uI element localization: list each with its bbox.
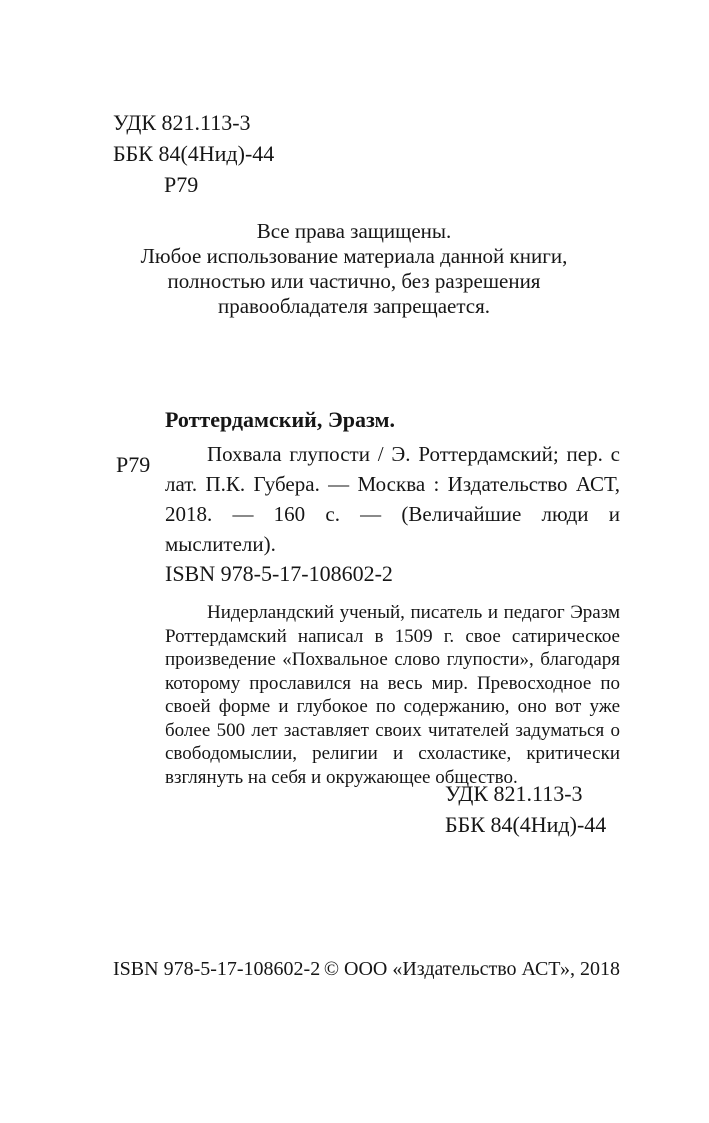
text-line: полностью или частично, без разрешения bbox=[167, 269, 541, 293]
imprint-row bbox=[113, 956, 620, 982]
udk-code: УДК 821.113-3 bbox=[113, 110, 251, 135]
isbn-footer: ISBN 978-5-17-108602-2 bbox=[113, 958, 321, 980]
text-line: Все права защищены. bbox=[256, 219, 452, 243]
card-isbn: ISBN 978-5-17-108602-2 bbox=[165, 561, 393, 586]
udk-code-footer: УДК 821.113-3 bbox=[445, 781, 583, 806]
author-sign: Р79 bbox=[164, 172, 199, 197]
bibliographic-description: Похвала глупости / Э. Роттердамский; пер. с лат. П.К. Губера. — Москва : Издательство АСТ, 2018. — 160 с. — (Величайшие люди и мыслители). bbox=[165, 442, 620, 556]
annotation-text: Нидерландский ученый, писатель и педагог Эразм Роттердамский написал в 1509 г. свое сатирическое произведение «Похвальное слово глупости», благодаря которому прославился на весь мир. Превосходное по своей форме и глубокое по содержанию, оно вот уже более 500 лет заставляет своих читателей задуматься о свободомыслии, религии и схоластике, критически взглянуть на себя и окружающее общество. bbox=[165, 602, 620, 788]
text-line: Любое использование материала данной книги, bbox=[140, 244, 568, 268]
bbk-code: ББК 84(4Нид)-44 bbox=[113, 141, 275, 166]
copyright-footer: © ООО «Издательство АСТ», 2018 bbox=[323, 958, 620, 980]
catalog-card-body bbox=[165, 404, 620, 589]
top-catalog-codes bbox=[113, 107, 274, 200]
text-line: правообладателя запрещается. bbox=[217, 294, 490, 318]
author-sign-margin: Р79 bbox=[116, 452, 151, 477]
bbk-code-footer: ББК 84(4Нид)-44 bbox=[445, 812, 607, 837]
rights-notice bbox=[94, 219, 614, 319]
footer-catalog-codes bbox=[445, 778, 606, 840]
author-heading: Роттердамский, Эразм. bbox=[165, 407, 396, 432]
catalog-card bbox=[113, 404, 620, 589]
